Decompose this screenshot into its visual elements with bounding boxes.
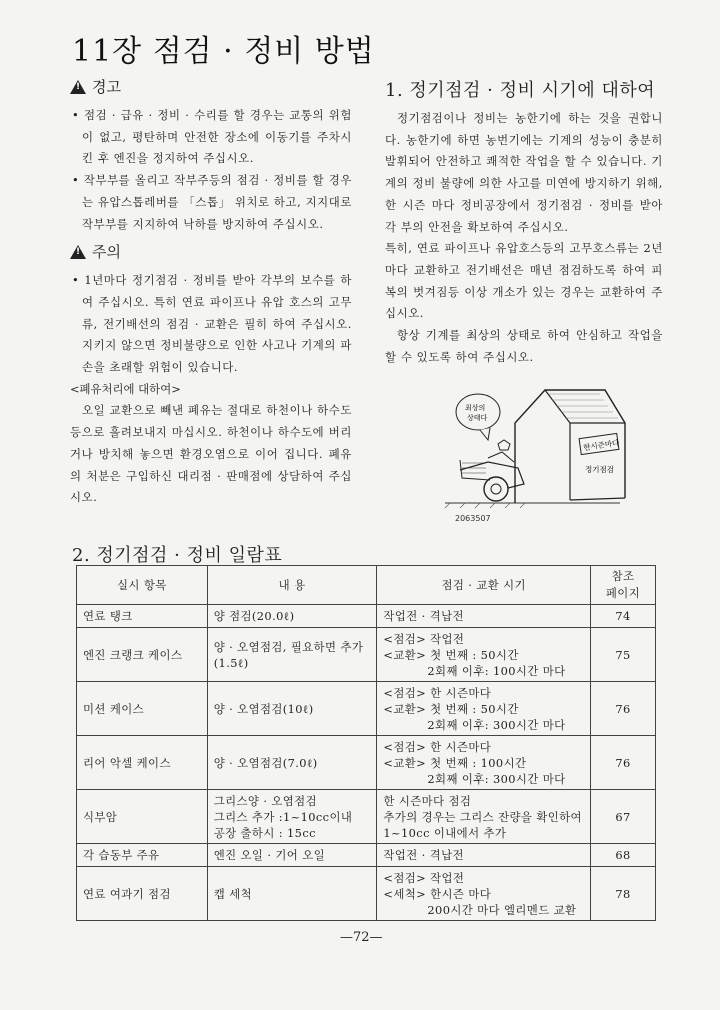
- caution-heading: !주의: [70, 241, 352, 262]
- table-row: 식부암 그리스양 · 오염점검 그리스 추가 :1~10cc이내 공장 출하시 : 15cc 한 시즌마다 점검 추가의 경우는 그리스 잔량을 확인하여 1~10cc 이내에서 추가 67: [77, 790, 656, 844]
- maintenance-table: [76, 565, 656, 921]
- left-column: [70, 76, 352, 509]
- section1-heading: 1. 정기점검 · 정비 시기에 대하여: [385, 80, 656, 101]
- table-row: 연료 탱크 양 점검(20.0ℓ) 작업전 · 격납전 74: [77, 605, 656, 628]
- warning-triangle-icon: [70, 80, 86, 94]
- header-item: 실시 항목: [77, 566, 208, 605]
- waste-title: <폐유처리에 대하여>: [70, 381, 181, 396]
- header-timing: 점검 · 교환 시기: [377, 566, 591, 605]
- page-number: —72—: [340, 930, 383, 945]
- speech-bubble-text: 최상의: [465, 404, 486, 412]
- table-row: 엔진 크랭크 케이스 양 · 오염점검, 필요하면 추가 (1.5ℓ) <점검> 작업전 <교환> 첫 번째 : 50시간 2회째 이후: 100시간 마다 75: [77, 628, 656, 682]
- sign-inspection: 정기점검: [585, 465, 614, 474]
- section2-heading: 2. 정기점검 · 정비 일람표: [72, 545, 283, 566]
- right-column: [385, 76, 663, 368]
- section1-paragraph-1: 정기점검이나 정비는 농한기에 하는 것을 권합니다. 농한기에 하면 농번기에는 기계의 성능이 충분히 발휘되어 안전하고 쾌적한 작업을 할 수 있습니다. 기계의 정비 불량에 의한 사고를 미연에 방지하기 위해, 한 시즌 마다 정비공장에서 정기점검 · 정비를 받아 각 부의 안전을 확보하여 주십시오.: [385, 111, 663, 234]
- warning-bullet-2: • 작부부를 올리고 작부주등의 점검 · 정비를 할 경우는 유압스톱레버를 「스톱」 위치로 하고, 지지대로 작부부를 지지하여 낙하를 방지하여 주십시오.: [72, 173, 352, 231]
- warning-heading: !경고: [70, 76, 352, 97]
- garage-tractor-illustration: [440, 378, 640, 528]
- section1-paragraph-3: 항상 기계를 최상의 상태로 하여 안심하고 작업을 할 수 있도록 하여 주십시오.: [385, 328, 663, 364]
- illustration-code: 2063507: [455, 514, 491, 523]
- header-page: 참조 페이지: [591, 566, 656, 605]
- table-row: 미션 케이스 양 · 오염점검(10ℓ) <점검> 한 시즌마다 <교환> 첫 번째 : 50시간 2회째 이후: 300시간 마다 76: [77, 682, 656, 736]
- page-title: 11장 점검 · 정비 방법: [72, 34, 375, 69]
- caution-bullet-1: • 1년마다 정기점검 · 정비를 받아 각부의 보수를 하여 주십시오. 특히 연료 파이프나 유압 호스의 고무류, 전기배선의 점검 · 교환은 필히 하여 주십시오. 지키지 않으면 정비불량으로 인한 사고나 기계의 파손을 초래할 위험이 있습니다.: [72, 273, 352, 375]
- header-content: 내 용: [207, 566, 377, 605]
- sign-season: 한시즌마다: [582, 438, 620, 453]
- table-row: 리어 악셀 케이스 양 · 오염점검(7.0ℓ) <점검> 한 시즌마다 <교환> 첫 번째 : 100시간 2회째 이후: 300시간 마다 76: [77, 736, 656, 790]
- table-row: 연료 여과기 점검 캡 세척 <점검> 작업전 <세척> 한시즌 마다 200시간 마다 엘리멘드 교환 78: [77, 867, 656, 921]
- svg-text:상태다: 상태다: [467, 414, 488, 422]
- table-header-row: [77, 566, 656, 605]
- waste-text: 오일 교환으로 빼낸 폐유는 절대로 하천이나 하수도등으로 흘려보내지 마십시오. 하천이나 하수도에 버리거나 방치해 놓으면 환경오염으로 이어 집니다. 폐유의 처분은 구입하신 대리점 · 판매점에 상담하여 주십시오.: [70, 403, 352, 505]
- table-row: 각 습동부 주유 엔진 오일 · 기어 오일 작업전 · 격납전 68: [77, 844, 656, 867]
- section1-paragraph-2: 특히, 연료 파이프나 유압호스등의 고무호스류는 2년마다 교환하고 전기배선은 매년 점검하도록 하여 피복의 벗겨짐등 이상 개소가 있는 경우는 교환하여 주십시오.: [385, 241, 663, 321]
- warning-bullet-1: • 점검 · 급유 · 정비 · 수리를 할 경우는 교통의 위험이 없고, 평탄하며 안전한 장소에 이동기를 주차시킨 후 엔진을 정지하여 주십시오.: [72, 108, 352, 166]
- caution-triangle-icon: [70, 245, 86, 259]
